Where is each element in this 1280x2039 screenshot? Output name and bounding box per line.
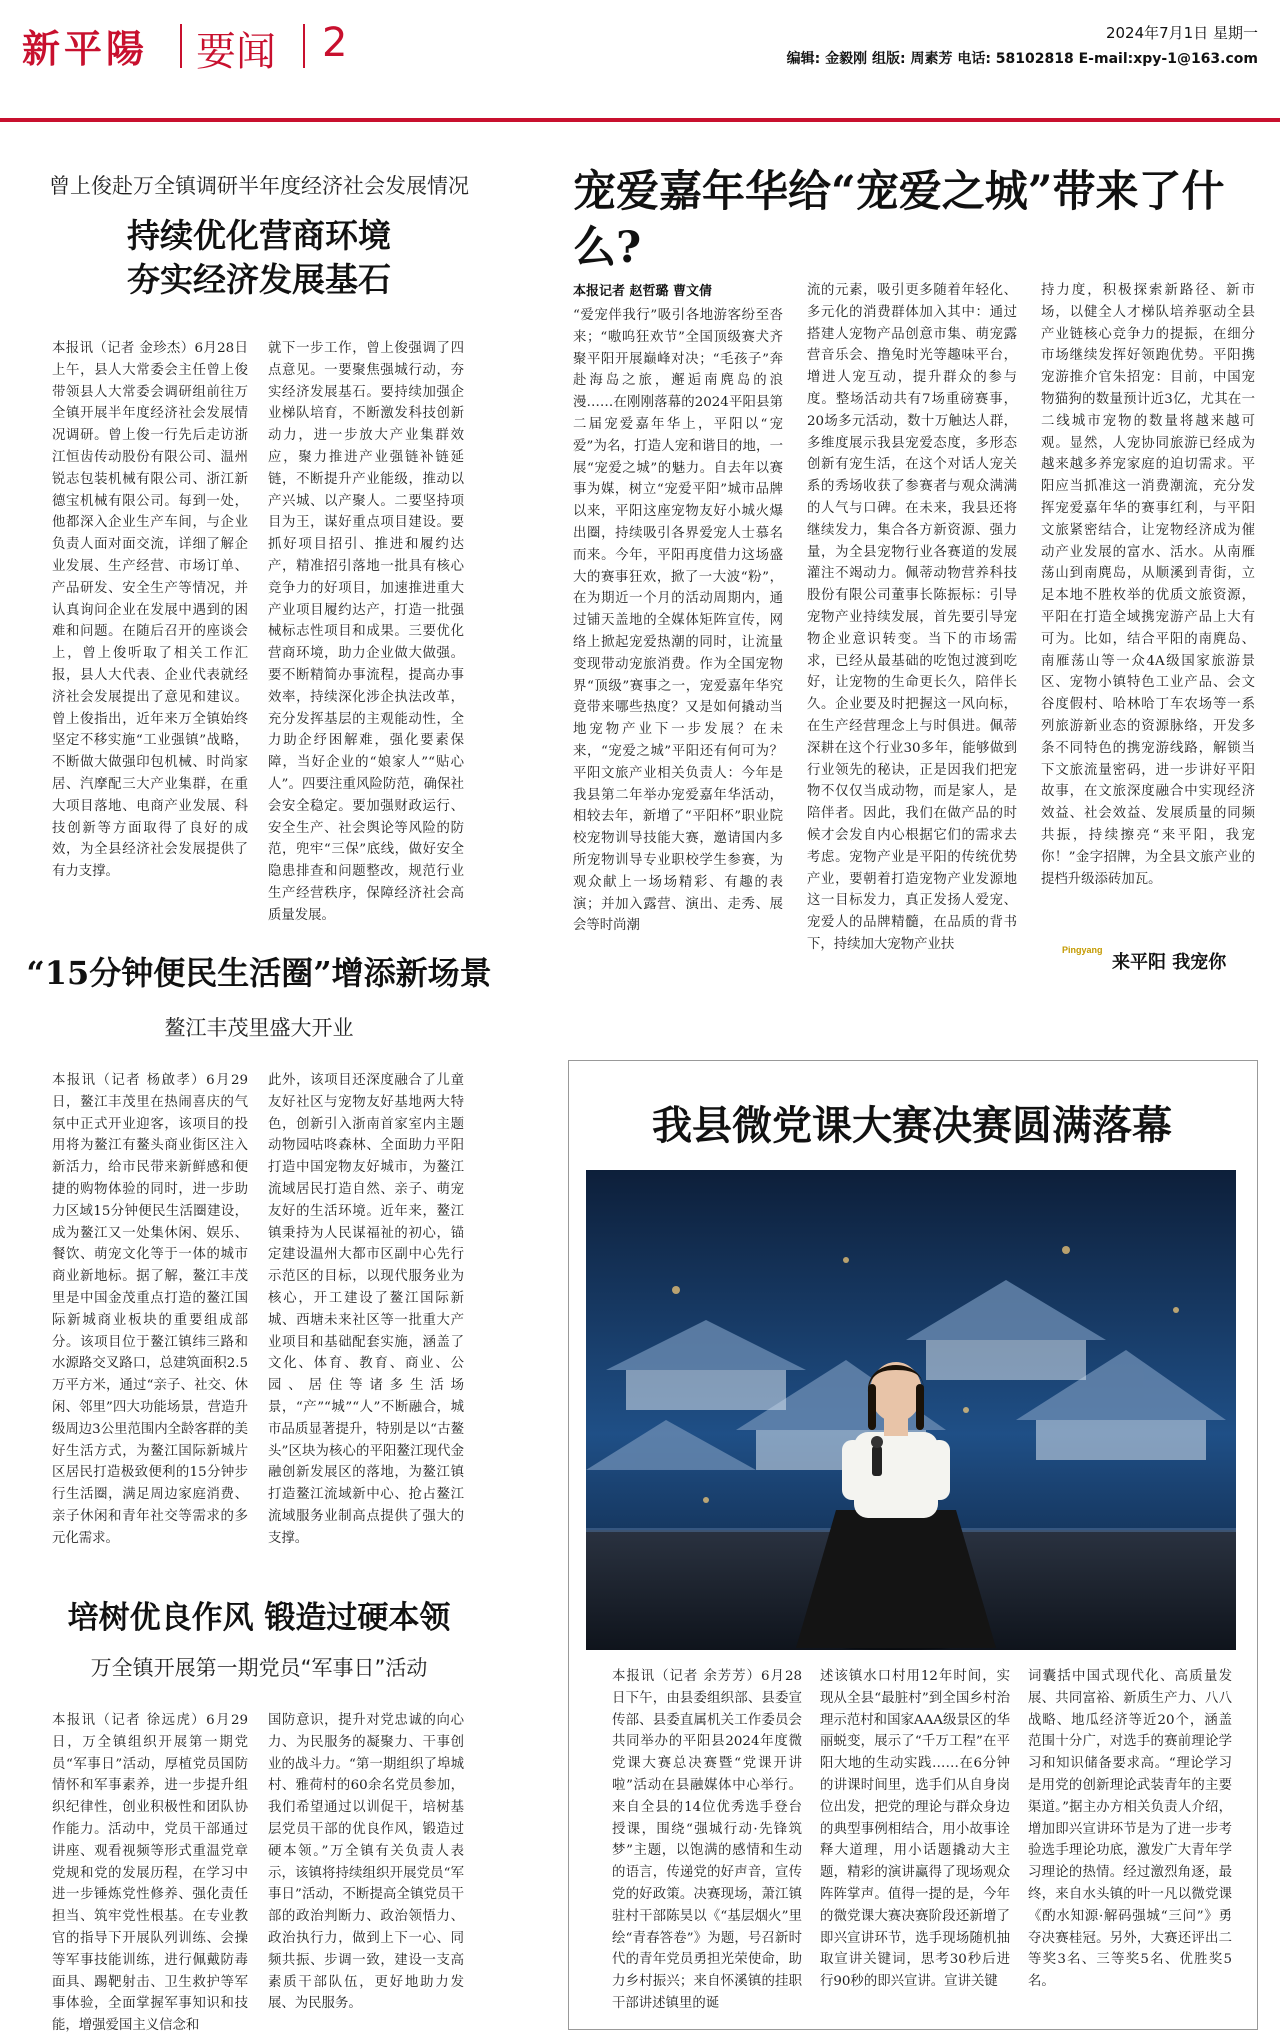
section-name: 要闻 bbox=[196, 29, 276, 75]
article3-title: “15分钟便民生活圈”增添新场景 bbox=[26, 954, 492, 992]
masthead-divider bbox=[180, 24, 182, 68]
contest-photo bbox=[586, 1170, 1236, 1650]
article2-column-1: “爱宠伴我行”吸引各地游客纷至沓来；“嗷呜狂欢节”全国顶级赛犬齐聚平阳开展巅峰对决；“毛孩子”奔赴海岛之旅，邂逅南麂岛的浪漫……在刚刚落幕的2024平阳县第二届宠爱嘉年华上，平阳以“宠爱”为名，打造人宠和谐目的地，一展“宠爱之城”的魅力。自去年以赛事为媒，树立“宠爱平阳”城市品牌以来，平阳这座宠物友好小城火爆出圈，持续吸引各界爱宠人士慕名而来。今年，平阳再度借力这场盛大的赛事狂欢，掀了一大波“粉”，在为期近一个月的活动周期内，通过铺天盖地的全媒体矩阵宣传，网络上掀起宠爱热潮的同时，让流量变现带动宠旅消费。作为全国宠物界“顶级”赛事之一，宠爱嘉年华究竟带来哪些热度？又是如何撬动当地宠物产业下一步发展？在未来，“宠爱之城”平阳还有何可为？平阳文旅产业相关负责人：今年是我县第二年举办宠爱嘉年华活动，相较去年，新增了“平阳杯”职业院校宠物训导技能大赛，邀请国内多所宠物训导专业职校学生参赛，为观众献上一场场精彩、有趣的表演；并加入露营、演出、走秀、展会等时尚潮 bbox=[573, 308, 783, 934]
article2-column-3: 持力度，积极探索新路径、新市场，以健全人才梯队培养驱动全县产业链核心竞争力的提振，在细分市场继续发挥好领跑优势。平阳携宠游推介官朱招宠：目前，中国宠物猫狗的数量预计近3亿，尤其在一二线城市宠物的数量将越来越可观。显然，人宠协同旅游已经成为越来越多养宠家庭的迫切需求。平阳应当抓准这一消费潮流，充分发挥宠爱嘉年华的赛事红利，与平阳文旅紧密结合，让宠物经济成为催动产业发展的富水、活水。从南雁荡山到南麂岛，从顺溪到青街，立足本地不胜枚举的优质文旅资源，平阳在打造全域携宠游产品上大有可为。比如，结合平阳的南麂岛、南雁荡山等一众4A级国家旅游景区、宠物小镇特色工业产品、会文谷度假村、哈林哈丁车农场等一系列旅游新业态的资源脉络，开发多条不同特色的携宠游线路，解锁当下文旅流量密码，进一步讲好平阳故事，在文旅深度融合中实现经济效益、社会效益、发展质量的同频共振，持续擦亮“来平阳，我宠你！”金字招牌，为全县文旅产业的提档升级添砖加瓦。 bbox=[1041, 283, 1255, 887]
article1-title-line1: 持续优化营商环境 bbox=[127, 216, 391, 255]
article1-title bbox=[24, 214, 494, 302]
article3-column-1: 本报讯（记者 杨啟孝）6月29日，鳌江丰茂里在热闹喜庆的气氛中正式开业迎客，该项目的投用将为鳌江有鳌头商业街区注入新活力，给市民带来新鲜感和便捷的购物体验的同时，进一步助力区域15分钟便民生活圈建设，成为鳌江又一处集休闲、娱乐、餐饮、萌宠文化等于一体的城市商业新地标。据了解，鳌江丰茂里是中国金茂重点打造的鳌江国际新城商业板块的重要组成部分。该项目位于鳌江镇纬三路和水源路交叉路口，总建筑面积2.5万平方米，通过“亲子、社交、休闲、邻里”四大功能场景，营造升级周边3公里范围内全龄客群的美好生活方式，为鳌江国际新城片区居民打造极致便利的15分钟步行生活圈，满足周边家庭消费、亲子休闲和青年社交等需求的多元化需求。 bbox=[52, 1073, 248, 1546]
article4-title: 我县微党课大赛决赛圆满落幕 bbox=[652, 1102, 1172, 1149]
article2-slogan: 来平阳 我宠你 bbox=[1112, 952, 1227, 973]
article1-column-1: 本报讯（记者 金珍杰）6月28日上午，县人大常委会主任曾上俊带领县人大常委会调研组前往万全镇开展半年度经济社会发展情况调研。曾上俊一行先后走访浙江恒齿传动股份有限公司、温州锐志包装机械有限公司、浙江新德宝机械有限公司。每到一处，他都深入企业生产车间，与企业负责人面对面交流，详细了解企业发展、生产经营、市场订单、产品研发、安全生产等情况，并认真询问企业在发展中遇到的困难和问题。在随后召开的座谈会上，曾上俊听取了相关工作汇报，县人大代表、企业代表就经济社会发展提出了意见和建议。曾上俊指出，近年来万全镇始终坚定不移实施“工业强镇”战略，不断做大做强印包机械、时尚家居、汽摩配三大产业集群，在重大项目落地、电商产业发展、科技创新等方面取得了良好的成效，为全县经济社会发展提供了有力支撑。 bbox=[52, 341, 248, 880]
article4-column-3: 词囊括中国式现代化、高质量发展、共同富裕、新质生产力、八八战略、地瓜经济等近20个，涵盖范围十分广，对选手的赛前理论学习和知识储备要求高。“理论学习是用党的创新理论武装青年的主要渠道。”据主办方相关负责人介绍，增加即兴宣讲环节是为了进一步考验选手理论功底，激发广大青年学习理论的热情。经过激烈角逐，最终，来自水头镇的叶一凡以微党课《酌水知源·解码强城“三问”》勇夺决赛桂冠。另外，大赛还评出二等奖3名、三等奖5名、优胜奖5名。 bbox=[1028, 1669, 1232, 1990]
article3-column-2: 此外，该项目还深度融合了儿童友好社区与宠物友好基地两大特色，创新引入浙南首家室内主题动物园咕咚森林、全面助力平阳打造中国宠物友好城市，为鳌江流域居民打造自然、亲子、萌宠友好的生活环境。近年来，鳌江镇秉持为人民谋福祉的初心，锚定建设温州大都市区副中心先行示范区的目标，以现代服务业为核心，开工建设了鳌江国际新城、西塘未来社区等一批重大产业项目和基础配套实施，涵盖了文化、体育、教育、商业、公园、居住等诸多生活场景，“产”“城”“人”不断融合，城市品质显著提升，特别是以“古鳌头”区块为核心的平阳鳌江现代金融创新发展区的落地，为鳌江镇打造鳌江流域新中心、抢占鳌江流域服务业制高点提供了强大的支撑。 bbox=[268, 1073, 464, 1546]
article4-column-1: 本报讯（记者 余芳芳）6月28日下午，由县委组织部、县委宣传部、县委直属机关工作委员会共同举办的平阳县2024年度微党课大赛总决赛暨“党课开讲啦”活动在县融媒体中心举行。来自全县的14位优秀选手登台授课，围绕“强城行动·先锋筑梦”主题，以饱满的感情和生动的语言，传递党的好声音，宣传党的好政策。决赛现场，萧江镇驻村干部陈昊以《“基层烟火”里绘“青春答卷”》为题，号召新时代的青年党员勇担光荣使命，助力乡村振兴；来自怀溪镇的挂职干部讲述镇里的诞 bbox=[612, 1669, 802, 2011]
article2-title: 宠爱嘉年华给“宠爱之城”带来了什么? bbox=[573, 167, 1225, 273]
article5-column-1: 本报讯（记者 徐远虎）6月29日，万全镇组织开展第一期党员“军事日”活动，厚植党员国防情怀和军事素养，进一步提升组织纪律性，创业积极性和团队协作能力。活动中，党员干部通过讲座、观看视频等形式重温党章党规和党的发展历程，在学习中进一步锤炼党性修养、强化责任担当、筑牢党性根基。在专业教官的指导下开展队列训练、会操等军事技能训练，进行佩戴防毒面具、踢靶射击、卫生救护等军事体验，全面掌握军事知识和技能，增强爱国主义信念和 bbox=[52, 1713, 248, 2034]
article1-title-line2: 夯实经济发展基石 bbox=[127, 260, 391, 299]
article5-subtitle: 万全镇开展第一期党员“军事日”活动 bbox=[90, 1656, 428, 1680]
masthead-divider-2 bbox=[303, 24, 305, 68]
article3-subtitle: 鳌江丰茂里盛大开业 bbox=[164, 1016, 354, 1040]
speaker-on-stage-image bbox=[586, 1170, 1236, 1650]
editor-info: 编辑: 金毅刚 组版: 周素芳 电话: 58102818 E-mail:xpy-1@163.com bbox=[786, 51, 1258, 67]
article4-column-2: 述该镇水口村用12年时间，实现从全县“最脏村”到全国乡村治理示范村和国家AAA级景区的华丽蜕变，展示了“千万工程”在平阳大地的生动实践……在6分钟的讲课时间里，选手们从自身岗位出发，把党的理论与群众身边的典型事例相结合，用小故事诠释大道理，用小话题撬动大主题，精彩的演讲赢得了现场观众阵阵掌声。值得一提的是，今年的微党课大赛决赛阶段还新增了即兴宣讲环节，选手现场随机抽取宣讲关键词，思考30秒后进行90秒的即兴宣讲。宣讲关键 bbox=[820, 1669, 1010, 1990]
pingyang-logo: Pingyang bbox=[1062, 945, 1103, 955]
article2-column-2: 流的元素，吸引更多随着年轻化、多元化的消费群体加入其中：通过搭建人宠物产品创意市集、萌宠露营音乐会、撸兔时光等趣味平台，增进人宠互动，提升群众的参与度。整场活动共有7场重磅赛事，20场多元活动，数十万触达人群，多维度展示我县宠爱态度，多形态创新有宠生活，在这个对话人宠关系的秀场收获了参赛者与观众满满的人气与口碑。在未来，我县还将继续发力，集合各方新资源、强力量，为全县宠物行业各赛道的发展灌注不竭动力。佩蒂动物营养科技股份有限公司董事长陈振标：引导宠物产业持续发展，首先要引导宠物企业意识转变。当下的市场需求，已经从最基础的吃饱过渡到吃好，让宠物的生命更长久，陪伴长久。企业要及时把握这一风向标，在生产经营理念上与时俱进。佩蒂深耕在这个行业30多年，能够做到行业领先的秘诀，正是因我们把宠物不仅仅当成动物，而是家人，是陪伴者。因此，我们在做产品的时候才会发自内心根据它们的需求去考虑。宠物产业是平阳的传统优势产业，要朝着打造宠物产业发源地这一目标发力，真正发扬人爱宠、宠爱人的品牌精髓，在品质的背书下，持续加大宠物产业扶 bbox=[807, 283, 1017, 952]
article2-byline: 本报记者 赵哲璐 曹文倩 bbox=[573, 284, 713, 299]
issue-date: 2024年7月1日 星期一 bbox=[1105, 24, 1258, 42]
article1-column-2: 就下一步工作，曾上俊强调了四点意见。一要聚焦强城行动，夯实经济发展基石。要持续加强企业梯队培育，不断激发科技创新动力，进一步放大产业集群效应，聚力推进产业强链补链延链，不断提升产业能级，推动以产兴城、以产聚人。二要坚持项目为王，谋好重点项目建设。要抓好项目招引、推进和履约达产，精准招引落地一批具有核心竞争力的好项目，加速推进重大产业项目履约达产，打造一批强械标志性项目和成果。三要优化营商环境，助力企业做大做强。要不断精简办事流程，提高办事效率，持续深化涉企执法改革，充分发挥基层的主观能动性，全力助企纾困解难，强化要素保障，当好企业的“娘家人”“贴心人”。四要注重风险防范，确保社会安全稳定。要加强财政运行、安全生产、社会舆论等风险的防范，兜牢“三保”底线，做好安全隐患排查和问题整改，规范行业生产经营秩序，保障经济社会高质量发展。 bbox=[268, 341, 464, 923]
article1-kicker: 曾上俊赴万全镇调研半年度经济社会发展情况 bbox=[49, 174, 469, 198]
newspaper-logo: 新平陽 bbox=[22, 26, 149, 71]
header-rule bbox=[0, 118, 1280, 122]
article5-title: 培树优良作风 锻造过硬本领 bbox=[67, 1600, 451, 1636]
page-number: 2 bbox=[322, 20, 348, 66]
article5-column-2: 国防意识，提升对党忠诚的向心力、为民服务的凝聚力、干事创业的战斗力。“第一期组织了埠城村、雅荷村的60余名党员参加，我们希望通过以训促干，培树基层党员干部的优良作风，锻造过硬本领。”万全镇有关负责人表示，该镇将持续组织开展党员“军事日”活动，不断提高全镇党员干部的政治判断力、政治领悟力、政治执行力，做到上下一心、同频共振、步调一致，建设一支高素质干部队伍，更好地助力发展、为民服务。 bbox=[268, 1713, 464, 2012]
